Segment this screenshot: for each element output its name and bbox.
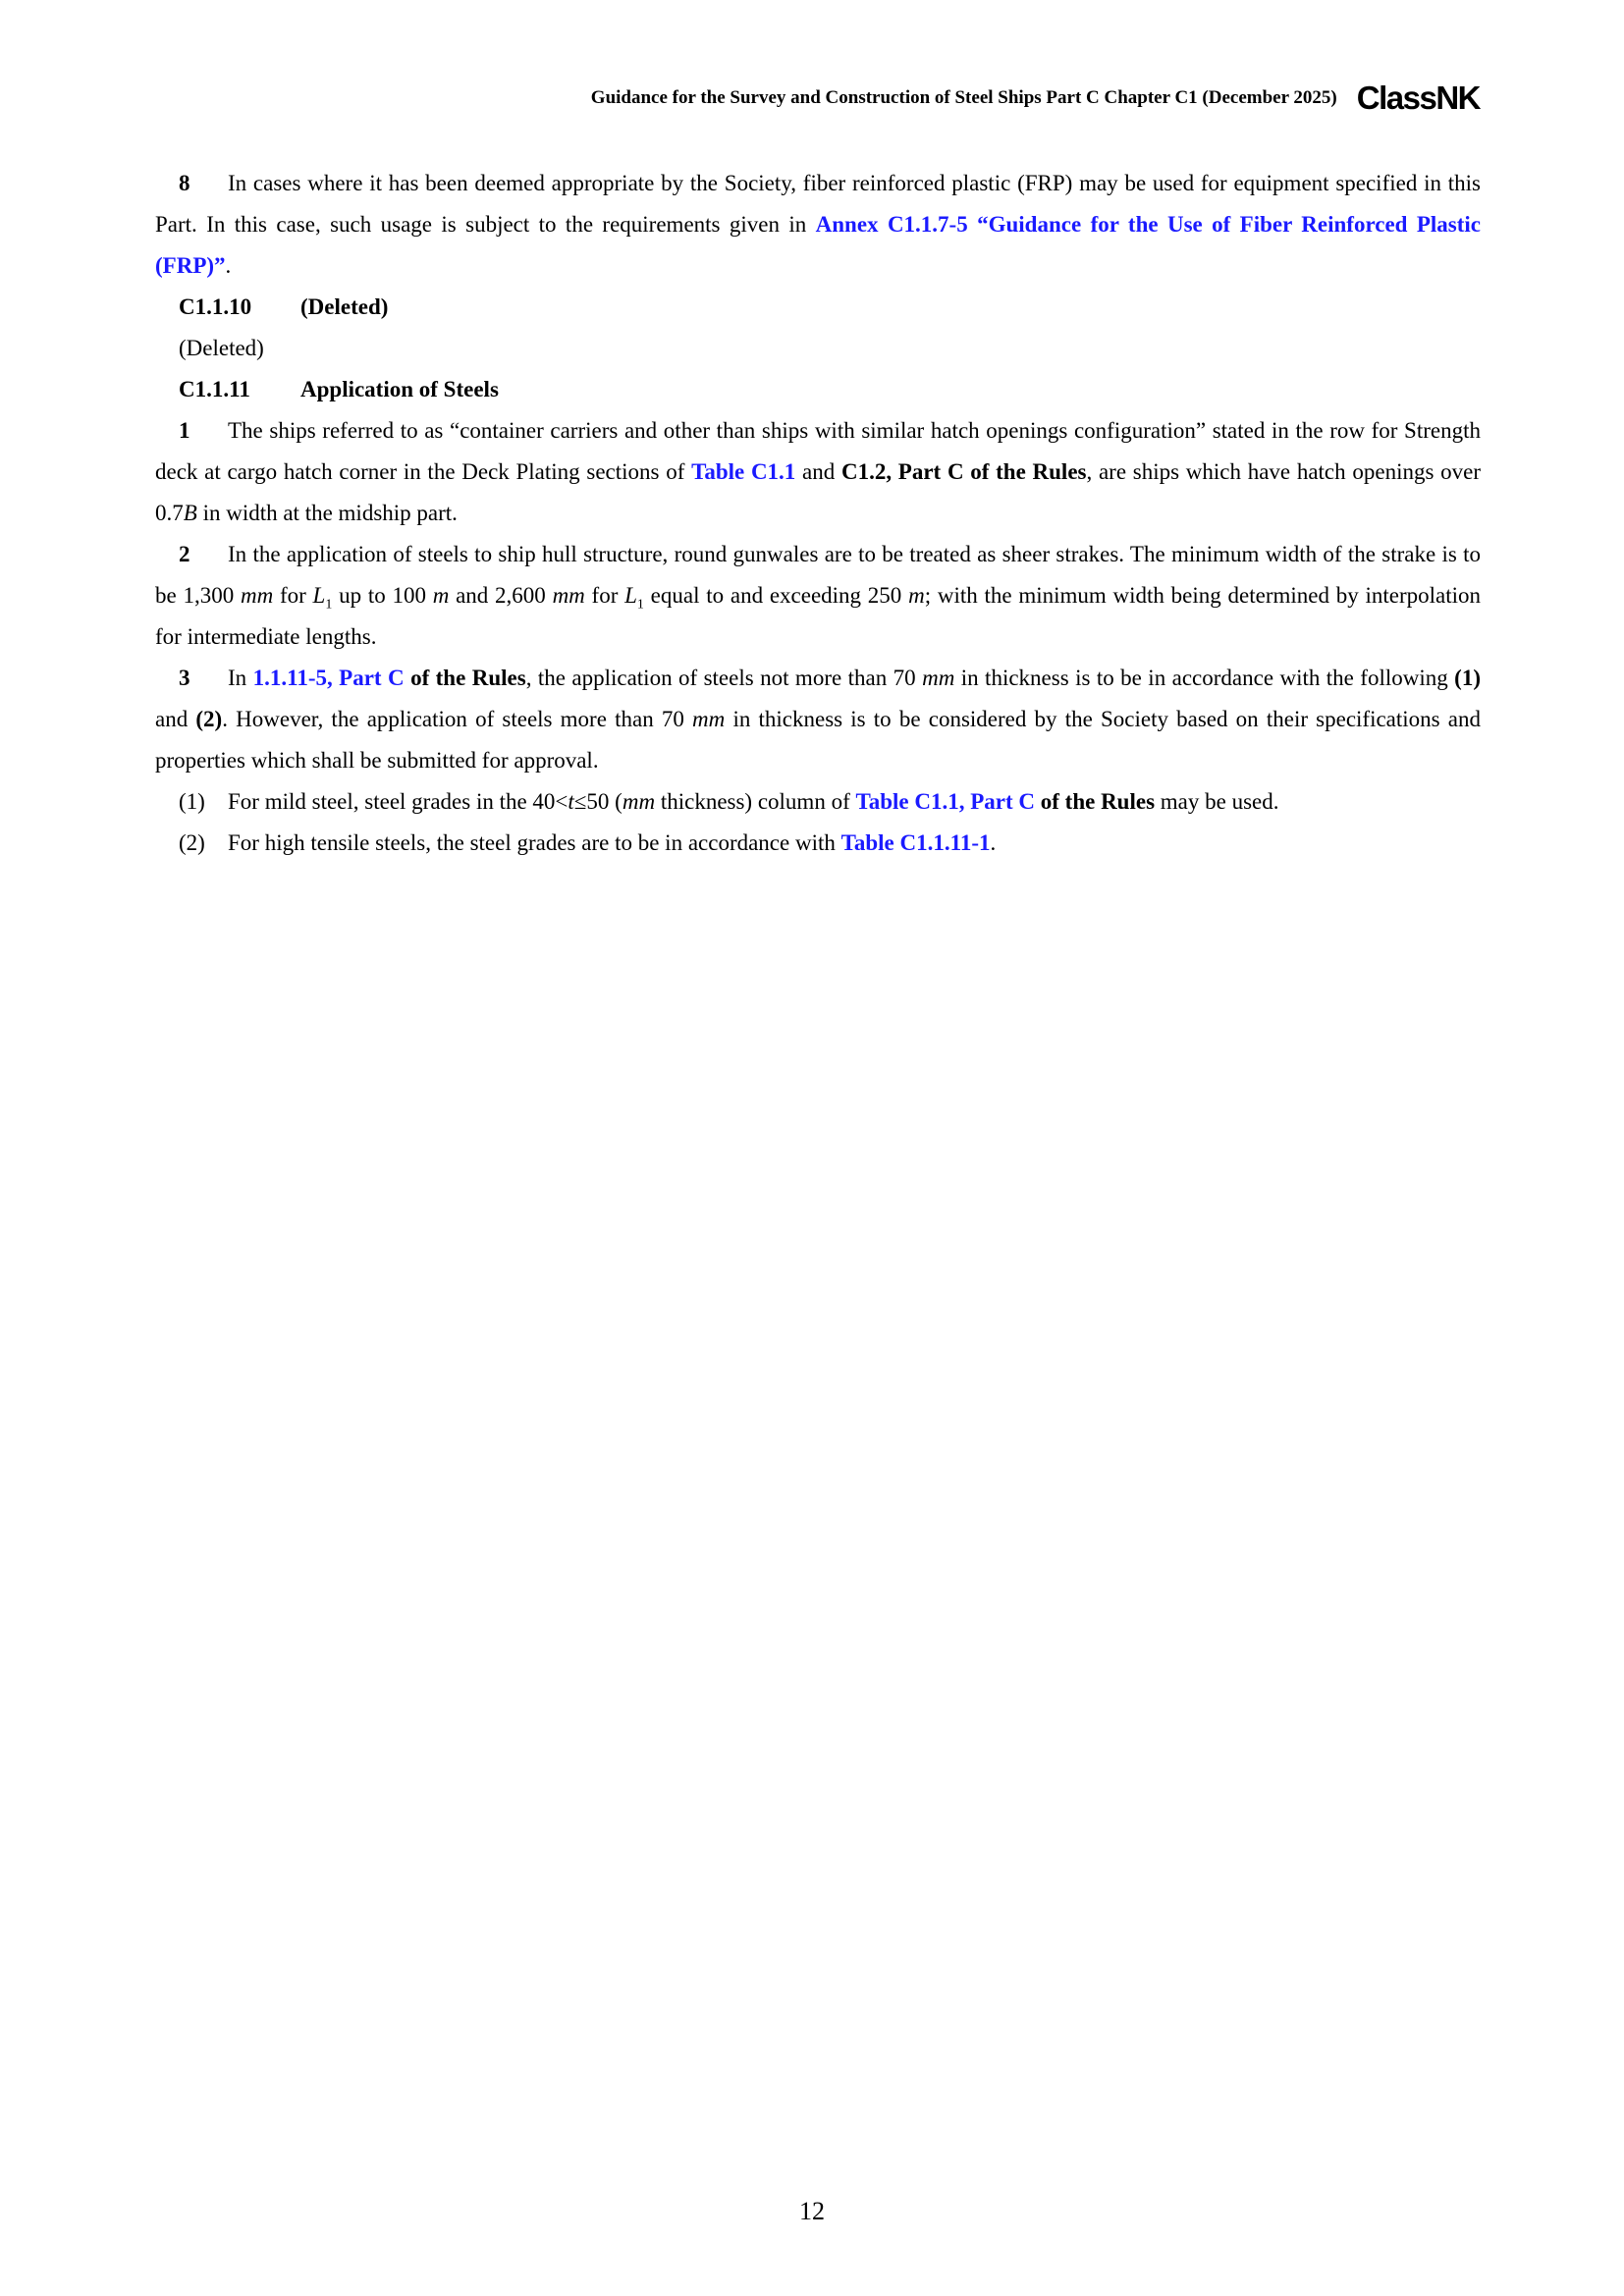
document-body (155, 163, 1481, 864)
table-c1-1-11-1-link[interactable]: Table C1.1.11-1 (840, 830, 991, 855)
section-body-deleted: (Deleted) (179, 336, 264, 360)
table-c1-1-link[interactable]: Table C1.1 (691, 459, 796, 484)
page-number: 12 (799, 2197, 825, 2225)
page-header (0, 79, 1480, 118)
header-title: Guidance for the Survey and Construction of Steel Ships Part C Chapter C1 (December 2025) (590, 87, 1337, 108)
paragraph-number: 3 (179, 666, 190, 690)
classnk-logo: ClassNK (1356, 80, 1480, 116)
paragraph-number: 8 (179, 171, 190, 195)
paragraph-number: 2 (179, 542, 190, 566)
section-heading-c1-1-11: C1.1.11 Application of Steels (179, 377, 499, 401)
paragraph-number: 1 (179, 418, 190, 443)
paragraph-2: 2 In the application of steels to ship hull structure, round gunwales are to be treated as sheer strakes. The minimum width of the strake is to be 1,300 mm for $L_1$ up to 100 m and 2,600 mm for $L_1$ equal to and exceeding 250 m; with the minimum width being determined by interpolation for intermediate lengths. (155, 534, 1481, 658)
annex-link[interactable]: Annex C1.1.7-5 “Guidance for the Use of Fiber Reinforced Plastic (FRP)” (155, 212, 1481, 278)
section-heading-c1-1-10: C1.1.10 (Deleted) (179, 294, 389, 319)
list-item-2: (2) For high tensile steels, the steel grades are to be in accordance with Table C1.1.11-1. (179, 830, 997, 855)
paragraph-3: 3 In 1.1.11-5, Part C of the Rules, the application of steels not more than 70 mm in thickness is to be in accordance with the following (1) and (2). However, the application of steels more than 70 mm in thickness is to be considered by the Society based on their specifications and properties which shall be submitted for approval. (155, 658, 1481, 781)
paragraph-1: 1 The ships referred to as “container carriers and other than ships with similar hatch openings configuration” stated in the row for Strength deck at cargo hatch corner in the Deck Plating sections of Table C1.1 and C1.2, Part C of the Rules, are ships which have hatch openings over 0.7B in width at the midship part. (155, 410, 1481, 534)
paragraph-8: 8 In cases where it has been deemed appropriate by the Society, fiber reinforced plastic (FRP) may be used for equipment specified in this Part. In this case, such usage is subject to the requirements given in Annex C1.1.7-5 “Guidance for the Use of Fiber Reinforced Plastic (FRP)”. (155, 163, 1481, 287)
list-item-1: (1) For mild steel, steel grades in the 40<t≤50 (mm thickness) column of Table C1.1, Part C of the Rules may be used. (179, 789, 1279, 814)
table-c1-1-part-c-link[interactable]: Table C1.1, Part C (855, 789, 1035, 814)
rule-1-1-11-5-link[interactable]: 1.1.11-5, Part C (252, 666, 405, 690)
